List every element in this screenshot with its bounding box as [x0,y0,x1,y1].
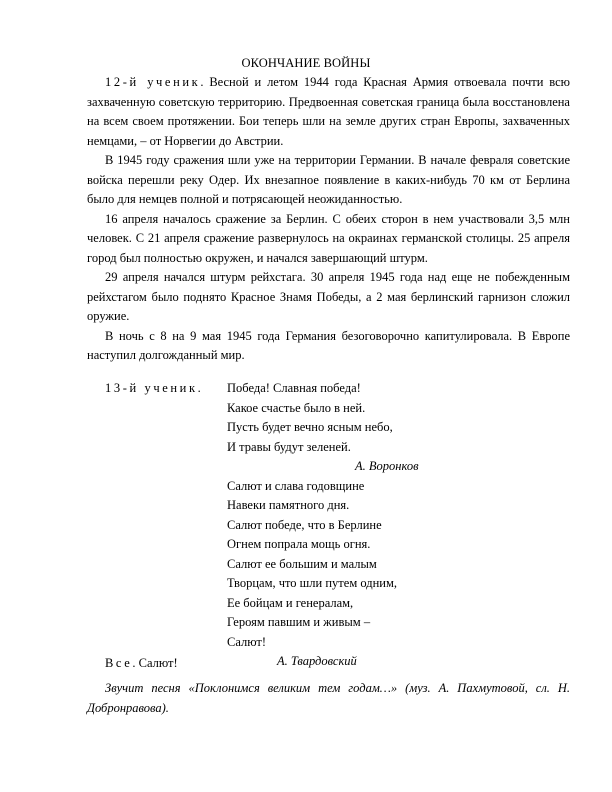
song-note: Звучит песня «Поклонимся великим тем годам…» (муз. А. Пахмутовой, сл. Н. Добронравова). [87,681,570,715]
poem-speaker-label: 13-й ученик. [105,381,204,395]
paragraph-1-text: . Весной и летом 1944 года Красная Армия отвоевала почти всю захваченную советскую территорию. Предвоенная советская граница была восстановлена на всем своем протяжении. Бои теперь шли на земле других стран Европы, захваченных немцами, – от Норвегии до Австрии. [87,75,570,148]
page-title: ОКОНЧАНИЕ ВОЙНЫ [241,56,371,70]
poem-author: А. Воронков [355,459,419,473]
poem-line: Салют победе, что в Берлине [227,517,382,532]
poem-line: Навеки памятного дня. [227,498,350,512]
poem-line: Салют ее большим и малым [227,556,377,571]
poem-line: Творцам, что шли путем одним, [227,576,398,590]
poem-line: Какое счастье было в ней. [227,400,366,415]
poem-line: Победа! Славная победа! [227,381,361,395]
poem-author: А. Твардовский [277,654,357,668]
paragraph-1 [87,73,570,151]
poem-line: Салют! [227,634,267,649]
paragraph-2: В 1945 году сражения шли уже на территории Германии. В начале февраля советские войска перешли реку Одер. Их внезапное появление в каких-нибудь 70 км от Берлина было для немцев полной и потрясающей неожиданностью. [87,153,570,206]
poem-line: Огнем попрала мощь огня. [227,537,371,551]
closing-line [105,656,178,671]
closing-text: . Салют! [132,656,178,670]
paragraph-4: 29 апреля начался штурм рейхстага. 30 апреля 1945 года над еще не побежденным рейхстагом было поднято Красное Знамя Победы, а 2 мая берлинский гарнизон сложил оружие. [87,270,570,323]
closing-speaker-label: Все [105,656,133,670]
poem-line: Пусть будет вечно ясным небо, [227,420,393,434]
poem-line: Салют и слава годовщине [227,478,365,493]
poem-line: Ее бойцам и генералам, [227,595,354,610]
paragraph-5: В ночь с 8 на 9 мая 1945 года Германия безоговорочно капитулировала. В Европе наступил долгожданный мир. [87,328,570,362]
speaker-label: 12-й ученик [105,75,201,89]
narrative-body [87,73,570,366]
poem-line: Героям павшим и живым – [227,615,371,629]
paragraph-3: 16 апреля началось сражение за Берлин. С обеих сторон в нем участвовали 3,5 млн человек. С 21 апреля сражение развернулось на окраинах германской столицы. 25 апреля город был полностью окружен, и начался завершающий штурм. [87,211,570,265]
poem-verses [227,379,507,672]
poem-line: И травы будут зеленей. [227,439,351,454]
